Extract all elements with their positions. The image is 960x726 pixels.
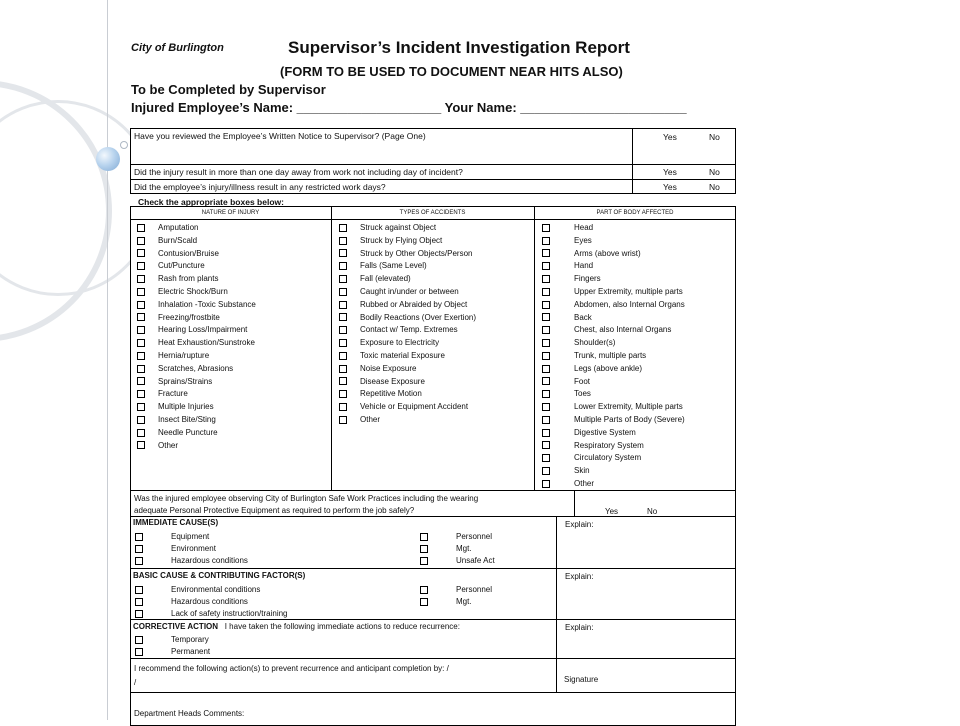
checklist-option[interactable] <box>542 324 685 337</box>
option-label: Struck by Other Objects/Person <box>360 248 473 258</box>
checkbox[interactable] <box>137 262 145 270</box>
option-label: Electric Shock/Burn <box>158 286 228 296</box>
option-label: Trunk, multiple parts <box>574 350 647 360</box>
immediate-cause-explain[interactable]: Explain: <box>556 516 736 569</box>
option-label: Shoulder(s) <box>574 338 616 348</box>
checkbox[interactable] <box>137 416 145 424</box>
checklist-option[interactable] <box>542 260 685 273</box>
option-label: Struck against Object <box>360 223 437 232</box>
option-label: Toes <box>574 389 591 399</box>
checklist-option[interactable] <box>339 388 476 401</box>
checklist-option[interactable] <box>339 350 476 363</box>
checkbox[interactable] <box>137 390 145 398</box>
option-label: Lack of safety instruction/training <box>171 609 288 618</box>
option-label: Legs (above ankle) <box>574 363 643 373</box>
checkbox[interactable] <box>339 301 347 309</box>
option-label: Upper Extremity, multiple parts <box>574 286 683 296</box>
question-restricted-days: Did the employee’s injury/illness result in any restricted work days? <box>130 179 633 194</box>
checkbox[interactable] <box>542 288 550 296</box>
decorative-ring <box>0 100 130 296</box>
department-comments-section[interactable]: Department Heads Comments: <box>130 692 736 726</box>
checkbox[interactable] <box>137 352 145 360</box>
checkbox[interactable] <box>137 326 145 334</box>
corrective-action-explain[interactable]: Explain: <box>556 619 736 659</box>
option-label: Cut/Puncture <box>158 261 205 271</box>
option-label: Fingers <box>574 274 601 284</box>
option-label: Hazardous conditions <box>171 597 248 606</box>
checkbox[interactable] <box>339 403 347 411</box>
immediate-cause-left-options <box>135 531 248 567</box>
check-boxes-instruction: Check the appropriate boxes below: <box>138 197 284 207</box>
checklist-option[interactable] <box>542 465 685 478</box>
checklist-option[interactable] <box>135 555 248 567</box>
checklist-option[interactable] <box>339 363 476 376</box>
safe-practices-answer[interactable] <box>574 490 736 517</box>
option-label: Environmental conditions <box>171 585 261 594</box>
checklist-option[interactable] <box>339 273 476 286</box>
checklist-option[interactable] <box>137 414 256 427</box>
nature-of-injury-header: NATURE OF INJURY <box>201 210 260 216</box>
checkbox[interactable] <box>542 326 550 334</box>
checklist-option[interactable] <box>137 235 256 248</box>
checkbox[interactable] <box>339 326 347 334</box>
option-label: Multiple Parts of Body (Severe) <box>574 414 685 424</box>
checkbox[interactable] <box>137 224 145 232</box>
recommendation-section: I recommend the following action(s) to prevent recurrence and anticipant completion by: / / <box>130 658 557 693</box>
checkbox[interactable] <box>339 352 347 360</box>
nature-of-injury-list <box>137 222 256 452</box>
answer-days-away[interactable] <box>632 164 736 180</box>
checklist-option[interactable] <box>137 248 256 261</box>
no-label: No <box>709 182 720 192</box>
option-label: Needle Puncture <box>158 427 218 437</box>
option-label: Abdomen, also Internal Organs <box>574 299 685 309</box>
decorative-rule <box>107 0 108 720</box>
basic-cause-left-options <box>135 584 288 620</box>
option-label: Bodily Reactions (Over Exertion) <box>360 312 477 322</box>
option-label: Vehicle or Equipment Accident <box>360 402 469 412</box>
answer-reviewed-notice[interactable] <box>632 128 736 165</box>
option-label: Caught in/under or between <box>360 286 459 296</box>
decorative-ball <box>96 147 120 171</box>
checkbox[interactable] <box>542 275 550 283</box>
checklist-option[interactable] <box>542 248 685 261</box>
checklist-option[interactable] <box>137 363 256 376</box>
checklist-option[interactable] <box>420 596 492 608</box>
option-label: Hand <box>574 261 594 271</box>
option-label: Circulatory System <box>574 453 642 463</box>
question-reviewed-notice: Have you reviewed the Employee’s Written Notice to Supervisor? (Page One) <box>130 128 633 165</box>
checkbox[interactable] <box>339 377 347 385</box>
option-label: Rubbed or Abraided by Object <box>360 299 468 309</box>
checkbox[interactable] <box>137 403 145 411</box>
checkbox[interactable] <box>542 262 550 270</box>
option-label: Insect Bite/Sting <box>158 414 216 424</box>
checkbox[interactable] <box>135 610 143 618</box>
option-label: Contact w/ Temp. Extremes <box>360 325 458 335</box>
checklist-option[interactable] <box>137 350 256 363</box>
checklist-option[interactable] <box>339 299 476 312</box>
checkbox[interactable] <box>339 237 347 245</box>
checklist-option[interactable] <box>137 376 256 389</box>
option-label: Back <box>574 312 592 322</box>
checkbox[interactable] <box>420 557 428 565</box>
checklist-option[interactable] <box>137 312 256 325</box>
checklist-option[interactable] <box>339 414 476 427</box>
checklist-option[interactable] <box>137 388 256 401</box>
checklist-option[interactable] <box>135 531 248 543</box>
option-label: Respiratory System <box>574 440 644 450</box>
checkbox[interactable] <box>137 249 145 257</box>
checkbox[interactable] <box>135 545 143 553</box>
option-label: Skin <box>574 466 590 476</box>
option-label: Heat Exhaustion/Sunstroke <box>158 338 255 348</box>
checkbox[interactable] <box>542 339 550 347</box>
form-title: Supervisor’s Incident Investigation Report <box>288 38 630 57</box>
option-label: Disease Exposure <box>360 376 425 386</box>
checkbox[interactable] <box>339 275 347 283</box>
signature-field[interactable] <box>556 658 736 693</box>
checklist-option[interactable] <box>542 337 685 350</box>
checkbox[interactable] <box>339 288 347 296</box>
checklist-option[interactable] <box>542 401 685 414</box>
option-label: Personnel <box>456 585 493 594</box>
checklist-option[interactable] <box>135 634 210 646</box>
checklist-option[interactable] <box>542 222 685 235</box>
checkbox[interactable] <box>542 224 550 232</box>
checklist-option[interactable] <box>137 440 256 453</box>
option-label: Falls (Same Level) <box>360 261 427 271</box>
checkbox[interactable] <box>542 416 550 424</box>
checklist-option[interactable] <box>542 427 685 440</box>
checkbox[interactable] <box>542 429 550 437</box>
checklist-option[interactable] <box>339 401 476 414</box>
checklist-option[interactable] <box>542 363 685 376</box>
option-label: Fracture <box>158 389 188 399</box>
checklist-option[interactable] <box>137 337 256 350</box>
checklist-option[interactable] <box>420 543 495 555</box>
checklist-option[interactable] <box>542 299 685 312</box>
checkbox[interactable] <box>137 429 145 437</box>
option-label: Scratches, Abrasions <box>158 363 234 373</box>
checkbox[interactable] <box>137 301 145 309</box>
option-label: Temporary <box>171 635 209 644</box>
checklist-option[interactable] <box>542 452 685 465</box>
checkbox[interactable] <box>420 598 428 606</box>
checkbox[interactable] <box>542 365 550 373</box>
checkbox[interactable] <box>339 262 347 270</box>
checkbox[interactable] <box>542 237 550 245</box>
checklist-option[interactable] <box>137 260 256 273</box>
checkbox[interactable] <box>542 403 550 411</box>
types-of-accidents-list <box>339 222 476 427</box>
signature-label: Signature <box>564 675 599 684</box>
yes-label: Yes <box>663 132 677 142</box>
checklist-option[interactable] <box>420 555 495 567</box>
option-label: Permanent <box>171 647 211 656</box>
checklist-option[interactable] <box>339 376 476 389</box>
option-label: Fall (elevated) <box>360 274 411 284</box>
checkbox[interactable] <box>135 598 143 606</box>
option-label: Burn/Scald <box>158 235 198 245</box>
question-days-away: Did the injury result in more than one day away from work not including day of incident? <box>130 164 633 180</box>
column-divider <box>331 206 332 491</box>
option-label: Hazardous conditions <box>171 556 248 565</box>
safe-practices-question: Was the injured employee observing City of Burlington Safe Work Practices including the wearing adequate Personal Protective Equipment as required to perform the job safely? <box>130 490 575 517</box>
option-label: Multiple Injuries <box>158 402 214 412</box>
checkbox[interactable] <box>542 467 550 475</box>
option-label: Hearing Loss/Impairment <box>158 325 248 335</box>
option-label: Noise Exposure <box>360 363 417 373</box>
option-label: Amputation <box>158 223 199 232</box>
no-label: No <box>647 507 658 516</box>
option-label: Mgt. <box>456 597 472 606</box>
checkbox[interactable] <box>135 586 143 594</box>
answer-restricted-days[interactable] <box>632 179 736 194</box>
checkbox[interactable] <box>542 480 550 488</box>
checklist-option[interactable] <box>339 260 476 273</box>
checkbox[interactable] <box>420 545 428 553</box>
checkbox[interactable] <box>339 339 347 347</box>
option-label: Other <box>574 478 595 488</box>
no-label: No <box>709 132 720 142</box>
checkbox[interactable] <box>339 365 347 373</box>
checkbox[interactable] <box>542 441 550 449</box>
option-label: Other <box>360 414 381 424</box>
checklist-option[interactable] <box>137 324 256 337</box>
option-label: Lower Extremity, Multiple parts <box>574 402 683 412</box>
checkbox[interactable] <box>339 390 347 398</box>
checkbox[interactable] <box>542 249 550 257</box>
option-label: Other <box>158 440 179 450</box>
checkbox[interactable] <box>542 313 550 321</box>
option-label: Digestive System <box>574 427 636 437</box>
checkbox[interactable] <box>137 377 145 385</box>
checklist-option[interactable] <box>542 478 685 491</box>
option-label: Arms (above wrist) <box>574 248 641 258</box>
option-label: Repetitive Motion <box>360 389 422 399</box>
checkbox[interactable] <box>137 339 145 347</box>
checkbox[interactable] <box>542 454 550 462</box>
checkbox[interactable] <box>135 533 143 541</box>
yes-label: Yes <box>663 182 677 192</box>
checkbox[interactable] <box>137 365 145 373</box>
checklist-option[interactable] <box>137 222 256 235</box>
completed-by-note: To be Completed by Supervisor <box>131 82 326 97</box>
checklist-option[interactable] <box>420 531 495 543</box>
checklist-option[interactable] <box>542 388 685 401</box>
form-subtitle: (FORM TO BE USED TO DOCUMENT NEAR HITS ALSO) <box>280 64 623 79</box>
option-label: Foot <box>574 376 591 386</box>
checklist-option[interactable] <box>135 596 288 608</box>
checkbox[interactable] <box>135 636 143 644</box>
decorative-dot <box>120 141 128 149</box>
checkbox[interactable] <box>339 249 347 257</box>
checklist-option[interactable] <box>135 646 210 658</box>
header-divider <box>130 219 736 220</box>
yes-label: Yes <box>663 167 677 177</box>
checklist-option[interactable] <box>542 273 685 286</box>
checklist-option[interactable] <box>137 401 256 414</box>
basic-cause-right-options <box>420 584 492 608</box>
option-label: Environment <box>171 544 216 553</box>
checkbox[interactable] <box>542 377 550 385</box>
checkbox[interactable] <box>420 533 428 541</box>
column-divider <box>534 206 535 491</box>
checklist-option[interactable] <box>339 312 476 325</box>
option-label: Head <box>574 223 594 232</box>
yes-label: Yes <box>605 507 619 516</box>
option-label: Unsafe Act <box>456 556 495 565</box>
checklist-option[interactable] <box>339 286 476 299</box>
corrective-action-options <box>135 634 210 658</box>
option-label: Rash from plants <box>158 274 219 284</box>
checklist-option[interactable] <box>339 337 476 350</box>
names-line: Injured Employee’s Name: ____________________ Your Name: _______________________ <box>131 100 687 115</box>
checklist-option[interactable] <box>542 440 685 453</box>
checkbox[interactable] <box>135 557 143 565</box>
option-label: Hernia/rupture <box>158 350 210 360</box>
checklist-option[interactable] <box>420 584 492 596</box>
checkbox[interactable] <box>135 648 143 656</box>
checklist-option[interactable] <box>137 427 256 440</box>
basic-cause-header: BASIC CAUSE & CONTRIBUTING FACTOR(S) <box>133 571 306 580</box>
checklist-option[interactable] <box>542 312 685 325</box>
decorative-margin <box>0 0 130 720</box>
checkbox[interactable] <box>542 352 550 360</box>
option-label: Inhalation -Toxic Substance <box>158 299 256 309</box>
option-label: Chest, also Internal Organs <box>574 325 672 335</box>
checkbox[interactable] <box>339 416 347 424</box>
checklist-option[interactable] <box>542 376 685 389</box>
checklist-option[interactable] <box>137 273 256 286</box>
checkbox[interactable] <box>420 586 428 594</box>
option-label: Personnel <box>456 532 493 541</box>
option-label: Struck by Flying Object <box>360 235 443 245</box>
option-label: Sprains/Strains <box>158 376 213 386</box>
checklist-option[interactable] <box>137 286 256 299</box>
checkbox[interactable] <box>137 237 145 245</box>
checklist-option[interactable] <box>339 248 476 261</box>
immediate-cause-right-options <box>420 531 495 567</box>
checklist-option[interactable] <box>339 222 476 235</box>
checklist-option[interactable] <box>135 584 288 596</box>
option-label: Exposure to Electricity <box>360 338 440 348</box>
city-name: City of Burlington <box>131 42 224 54</box>
immediate-cause-header: IMMEDIATE CAUSE(S) <box>133 518 219 527</box>
no-label: No <box>709 167 720 177</box>
option-label: Mgt. <box>456 544 472 553</box>
option-label: Equipment <box>171 532 210 541</box>
checklist-option[interactable] <box>542 286 685 299</box>
part-of-body-header: PART OF BODY AFFECTED <box>596 210 674 216</box>
option-label: Freezing/frostbite <box>158 312 220 322</box>
checkbox[interactable] <box>137 441 145 449</box>
checklist-option[interactable] <box>542 350 685 363</box>
checklist-option[interactable] <box>542 235 685 248</box>
checklist-option[interactable] <box>542 414 685 427</box>
types-of-accidents-header: TYPES OF ACCIDENTS <box>399 210 466 216</box>
checkbox[interactable] <box>339 224 347 232</box>
checkbox[interactable] <box>542 390 550 398</box>
corrective-action-header: CORRECTIVE ACTION I have taken the following immediate actions to reduce recurrence: <box>133 622 460 631</box>
checkbox[interactable] <box>542 301 550 309</box>
checklist-option[interactable] <box>135 543 248 555</box>
checkbox[interactable] <box>339 313 347 321</box>
checkbox[interactable] <box>137 275 145 283</box>
checkbox[interactable] <box>137 288 145 296</box>
option-label: Contusion/Bruise <box>158 248 219 258</box>
checklist-option[interactable] <box>137 299 256 312</box>
checklist-option[interactable] <box>339 235 476 248</box>
basic-cause-explain[interactable]: Explain: <box>556 568 736 620</box>
option-label: Eyes <box>574 235 592 245</box>
checklist-option[interactable] <box>339 324 476 337</box>
option-label: Toxic material Exposure <box>360 350 445 360</box>
checkbox[interactable] <box>137 313 145 321</box>
part-of-body-list <box>542 222 685 491</box>
